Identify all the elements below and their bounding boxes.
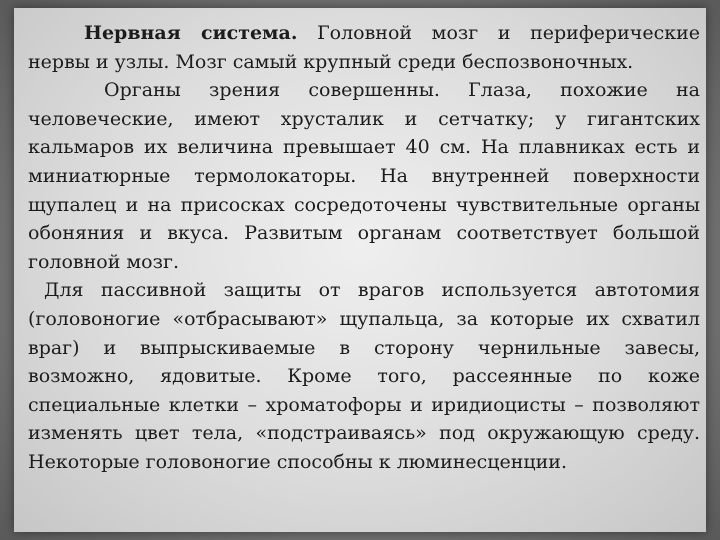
paragraph-heading: Нервная система. bbox=[84, 22, 298, 44]
paragraph-vision: Органы зрения совершенны. Глаза, похожие на человеческие, имеют хрусталик и сетчатку; у гигантских кальмаров их величина превышает 40 см. На плавниках есть и миниатюрные термолокаторы. На внутренней поверхности щупалец и на присосках сосредоточены чувствительные органы обоняния и вкуса. Развитым органам соответствует большой головной мозг. bbox=[28, 79, 700, 273]
document-body bbox=[28, 19, 700, 477]
paragraph-nervous-system bbox=[28, 19, 700, 76]
paper-sheet bbox=[14, 8, 706, 532]
paragraph-text: Головной мозг и периферические нервы и узлы. Мозг самый крупный среди беспозвоночных. bbox=[28, 22, 700, 73]
paragraph-defense: Для пассивной защиты от врагов используется автотомия (головоногие «отбрасывают» щупальца, за которые их схватил враг) и выпрыскиваемые в сторону чернильные завесы, возможно, ядовитые. Кроме того, рассеянные по коже специальные клетки – хроматофоры и иридиоцисты – позволяют изменять цвет тела, «подстраиваясь» под окружающую среду. Некоторые головоногие способны к люминесценции. bbox=[28, 279, 700, 473]
